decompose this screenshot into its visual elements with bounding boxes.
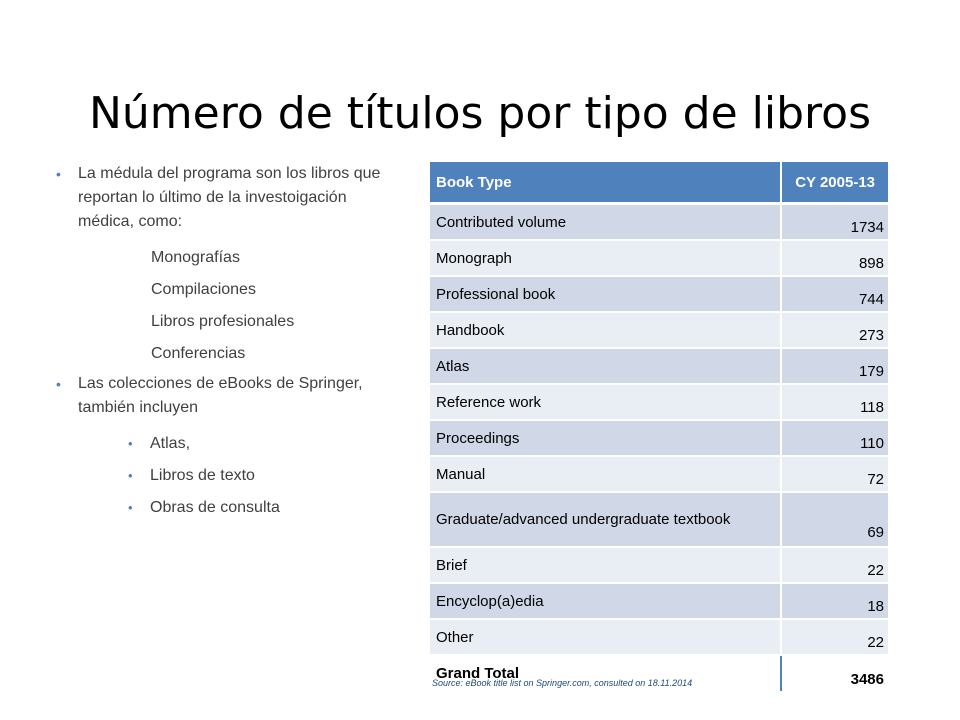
sub-list-item: [56, 492, 386, 524]
sub-list-item-label: Atlas,: [150, 435, 191, 452]
cell-count: 18: [781, 583, 888, 619]
table-header-row: [430, 162, 888, 204]
cell-book-type: Contributed volume: [430, 204, 781, 241]
cell-count: 72: [781, 456, 888, 492]
cell-book-type: Reference work: [430, 384, 781, 420]
cell-count: 1734: [781, 204, 888, 241]
sub-list-item-label: Libros de texto: [150, 467, 255, 484]
table-row: [430, 619, 888, 655]
table-row: [430, 276, 888, 312]
cell-book-type: Manual: [430, 456, 781, 492]
column-header-book-type: Book Type: [430, 162, 781, 204]
cell-book-type: Professional book: [430, 276, 781, 312]
bullet-intro-text: La médula del programa son los libros que reportan lo último de la investoigación médica, como:: [78, 165, 381, 230]
list-item: Libros profesionales: [151, 313, 295, 330]
bullet-dot-icon: •: [56, 166, 61, 182]
table-row: [430, 204, 888, 241]
cell-total-value: 3486: [781, 655, 888, 692]
cell-book-type: Handbook: [430, 312, 781, 348]
bullet-second: [56, 372, 386, 420]
list-item: Compilaciones: [151, 281, 256, 298]
table-row: [430, 240, 888, 276]
cell-count: 898: [781, 240, 888, 276]
bullet-dot-icon: •: [128, 468, 133, 483]
slide-title: Número de títulos por tipo de libros: [89, 88, 871, 139]
table-row: [430, 456, 888, 492]
cell-book-type: Monograph: [430, 240, 781, 276]
bullet-list: [56, 162, 386, 524]
cell-book-type: Graduate/advanced undergraduate textbook: [430, 492, 781, 547]
table-row: [430, 492, 888, 547]
bullet-intro: [56, 162, 386, 234]
bullet-dot-icon: •: [128, 436, 133, 451]
cell-total-label: Grand Total: [430, 655, 781, 692]
cell-count: 118: [781, 384, 888, 420]
cell-book-type: Atlas: [430, 348, 781, 384]
cell-book-type: Other: [430, 619, 781, 655]
cell-count: 110: [781, 420, 888, 456]
list-item: Monografías: [151, 249, 240, 266]
cell-book-type: Brief: [430, 547, 781, 583]
cell-count: 22: [781, 547, 888, 583]
cell-book-type: Encyclop(a)edia: [430, 583, 781, 619]
list-item: Conferencias: [151, 345, 246, 362]
cell-count: 69: [781, 492, 888, 547]
bullet-dot-icon: •: [56, 376, 61, 392]
book-type-table: [430, 162, 888, 693]
table-row: [430, 348, 888, 384]
cell-count: 273: [781, 312, 888, 348]
column-header-cy: CY 2005-13: [781, 162, 888, 204]
bullet-second-text: Las colecciones de eBooks de Springer, también incluyen: [78, 375, 363, 416]
source-note: Source: eBook title list on Springer.com, consulted on 18.11.2014: [432, 678, 693, 688]
table-row: [430, 547, 888, 583]
sub-list-item: [56, 428, 386, 460]
cell-book-type: Proceedings: [430, 420, 781, 456]
sub-list-item-label: Obras de consulta: [150, 499, 280, 516]
table-row: [430, 384, 888, 420]
cell-count: 179: [781, 348, 888, 384]
table-row: [430, 583, 888, 619]
table-row: [430, 312, 888, 348]
table-row: [430, 420, 888, 456]
sub-list-item: [56, 460, 386, 492]
cell-count: 22: [781, 619, 888, 655]
bullet-dot-icon: •: [128, 500, 133, 515]
cell-count: 744: [781, 276, 888, 312]
